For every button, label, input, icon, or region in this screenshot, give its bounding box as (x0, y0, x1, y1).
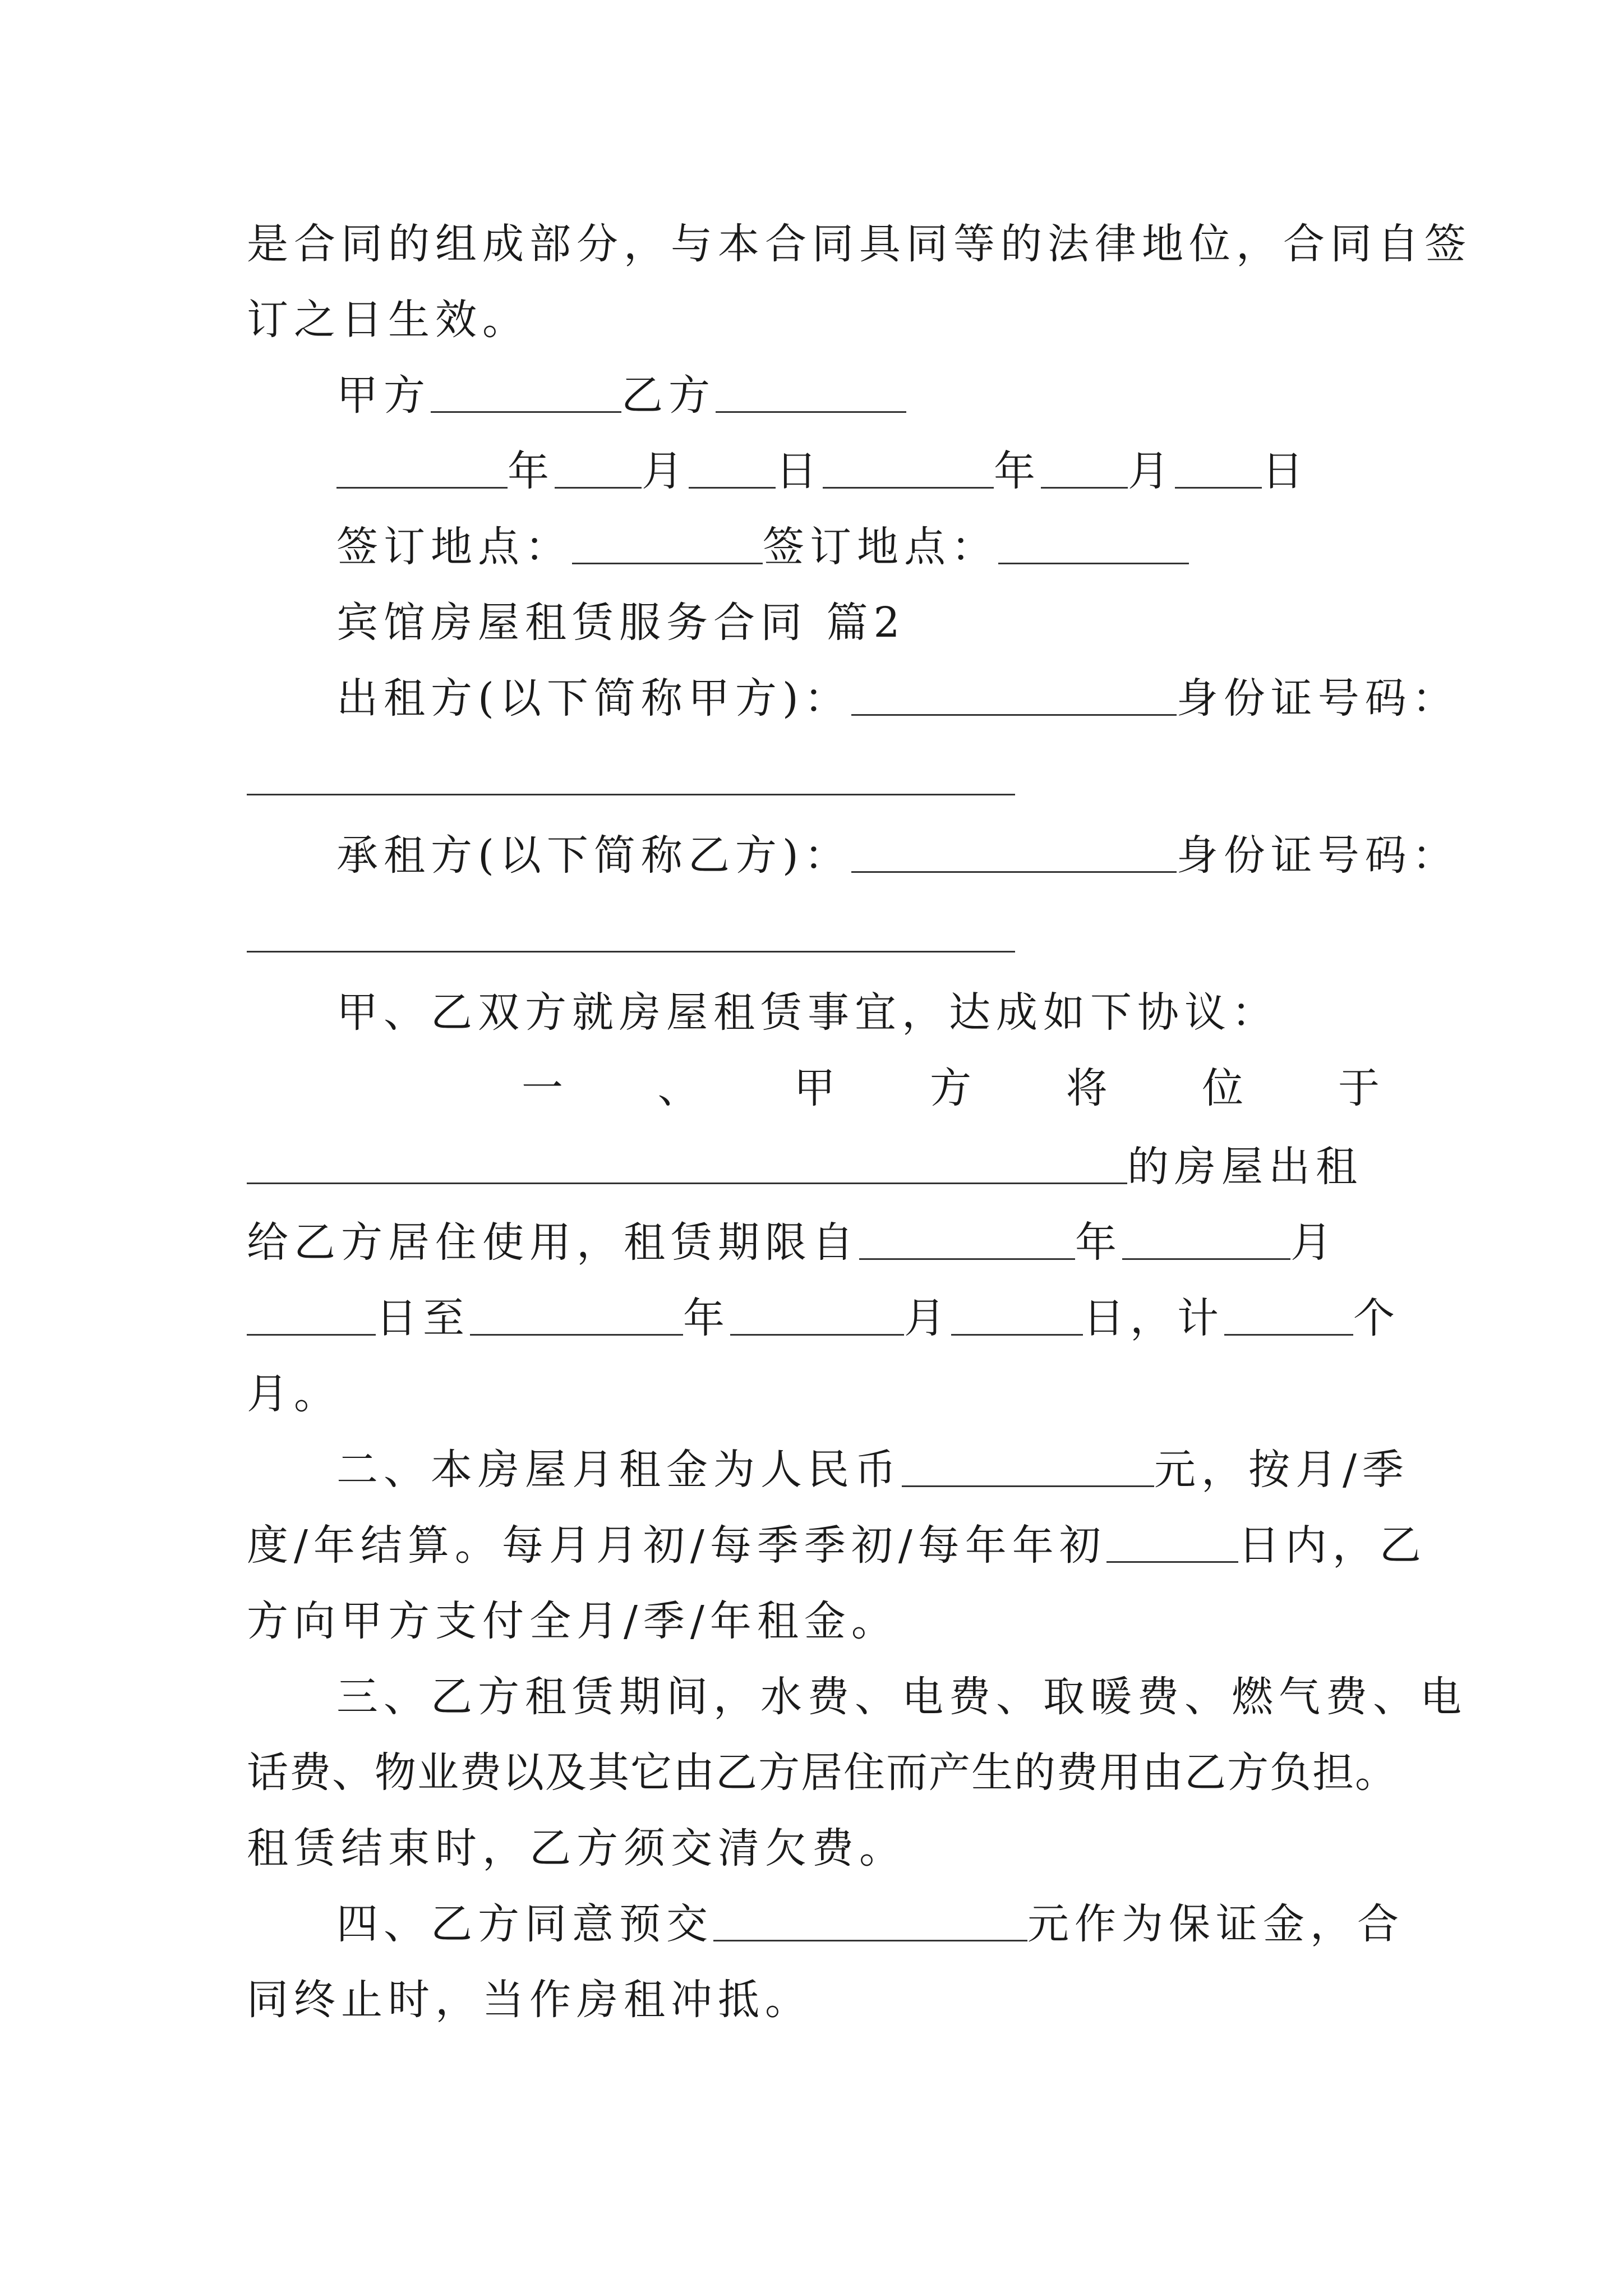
clause1-spread-line (522, 1057, 1380, 1119)
month-label: 月 (1128, 447, 1175, 495)
clause3-line2 (247, 1742, 1398, 1803)
paragraph-text: 的房屋出租 (1127, 1143, 1363, 1191)
year-label: 年 (683, 1294, 730, 1342)
clause2-line3 (247, 1590, 1385, 1652)
text-line (247, 213, 1472, 275)
paragraph-text: 三、乙方租赁期间，水费、电费、取暖费、燃气费、电 (336, 1673, 1467, 1721)
id-number-label: 身份证号码： (1176, 674, 1459, 723)
clause3-line3 (247, 1818, 1385, 1879)
paragraph-text: 元作为保证金，合 (1027, 1900, 1404, 1948)
deposit-amount-blank[interactable] (713, 1895, 1027, 1941)
paragraph-text: 订之日生效。 (247, 296, 529, 344)
lessee-id-blank[interactable] (247, 951, 1015, 953)
clause2-line1 (336, 1439, 1409, 1501)
paragraph-text: 给乙方居住使用，租赁期限自 (247, 1218, 859, 1267)
clause4-line2 (247, 1969, 1385, 2031)
paragraph-text: 日至 (376, 1294, 470, 1342)
spread-char: 于 (1338, 1064, 1380, 1112)
year-label: 年 (508, 447, 555, 495)
paragraph-text: 是合同的组成部分，与本合同具同等的法律地位，合同自签 (247, 220, 1472, 268)
day-label: 日 (1262, 447, 1309, 495)
id-number-label: 身份证号码： (1176, 831, 1459, 880)
month-label: 月 (642, 447, 689, 495)
spread-char: 甲 (794, 1064, 836, 1112)
paragraph-text: 方向甲方支付全月/季/年租金。 (247, 1597, 898, 1645)
sign-place-line (336, 516, 1385, 578)
month-label: 月 (904, 1294, 951, 1342)
paragraph-text: 话费、物业费以及其它由乙方居住而产生的费用由乙方负担。 (247, 1749, 1398, 1797)
day-label: 日 (776, 447, 823, 495)
agreement-text: 甲、乙双方就房屋租赁事宜，达成如下协议： (336, 988, 1279, 1037)
start-year-blank[interactable] (859, 1213, 1075, 1260)
party-b-blank[interactable] (716, 366, 906, 413)
lessee-blank[interactable] (851, 826, 1177, 873)
clause2-line2 (247, 1515, 1427, 1576)
party-a-blank[interactable] (431, 366, 621, 413)
spread-char: 一 (522, 1064, 563, 1112)
rent-amount-blank[interactable] (902, 1441, 1154, 1487)
lessor-line (336, 668, 1459, 729)
spread-char: 方 (929, 1064, 971, 1112)
year-label: 年 (994, 447, 1041, 495)
clause3-line1 (336, 1666, 1467, 1728)
paragraph-text: 日，计 (1083, 1294, 1224, 1342)
end-day-blank[interactable] (951, 1289, 1083, 1336)
lessor-blank[interactable] (851, 669, 1177, 716)
paragraph-text: 租赁结束时，乙方须交清欠费。 (247, 1824, 906, 1872)
start-day-blank[interactable] (247, 1289, 376, 1336)
sign-place-label: 签订地点： (336, 523, 572, 571)
paragraph-text: 四、乙方同意预交 (336, 1900, 713, 1948)
spread-char: 将 (1066, 1064, 1108, 1112)
date-line (336, 440, 1385, 502)
paragraph-text: 日内，乙 (1238, 1521, 1427, 1570)
day-blank[interactable] (1175, 442, 1262, 489)
paragraph-text: 二、本房屋月租金为人民币 (336, 1446, 902, 1494)
agreement-line (336, 982, 1385, 1043)
clause1-line4 (247, 1287, 1400, 1349)
spread-char: 、 (657, 1064, 699, 1112)
paragraph-text: 同终止时，当作房租冲抵。 (247, 1976, 812, 2024)
party-b-label: 乙方 (621, 371, 716, 420)
year-blank[interactable] (823, 442, 994, 489)
paragraph-text: 元，按月/季 (1154, 1446, 1409, 1494)
clause1-line2 (247, 1136, 1385, 1198)
spread-char: 位 (1202, 1064, 1244, 1112)
month-blank[interactable] (555, 442, 642, 489)
lessee-line (336, 825, 1459, 886)
clause1-line3 (247, 1212, 1385, 1273)
sign-place-blank[interactable] (572, 518, 763, 564)
party-line (336, 365, 1385, 426)
party-a-label: 甲方 (336, 371, 431, 420)
lessor-label: 出租方(以下简称甲方)： (336, 674, 851, 723)
year-label: 年 (1075, 1218, 1122, 1267)
year-blank[interactable] (336, 442, 508, 489)
payment-days-blank[interactable] (1106, 1516, 1238, 1563)
clause1-line5 (247, 1363, 1385, 1425)
months-count-blank[interactable] (1224, 1289, 1353, 1336)
heading-text: 宾馆房屋租赁服务合同 篇2 (336, 599, 906, 647)
month-blank[interactable] (1041, 442, 1128, 489)
end-year-blank[interactable] (470, 1289, 683, 1336)
start-month-blank[interactable] (1122, 1213, 1290, 1260)
clause4-line1 (336, 1893, 1404, 1955)
text-line (247, 289, 1385, 351)
lessor-id-blank[interactable] (247, 794, 1015, 795)
address-blank[interactable] (247, 1138, 1127, 1184)
day-blank[interactable] (689, 442, 776, 489)
paragraph-text: 月。 (247, 1370, 341, 1418)
sign-place-blank[interactable] (998, 518, 1189, 564)
paragraph-text: 度/年结算。每月月初/每季季初/每年年初 (247, 1521, 1106, 1570)
end-month-blank[interactable] (730, 1289, 904, 1336)
lessee-label: 承租方(以下简称乙方)： (336, 831, 851, 880)
month-label: 月 (1290, 1218, 1338, 1267)
section-heading (336, 592, 1385, 654)
paragraph-text: 个 (1353, 1294, 1400, 1342)
sign-place-label: 签订地点： (763, 523, 998, 571)
